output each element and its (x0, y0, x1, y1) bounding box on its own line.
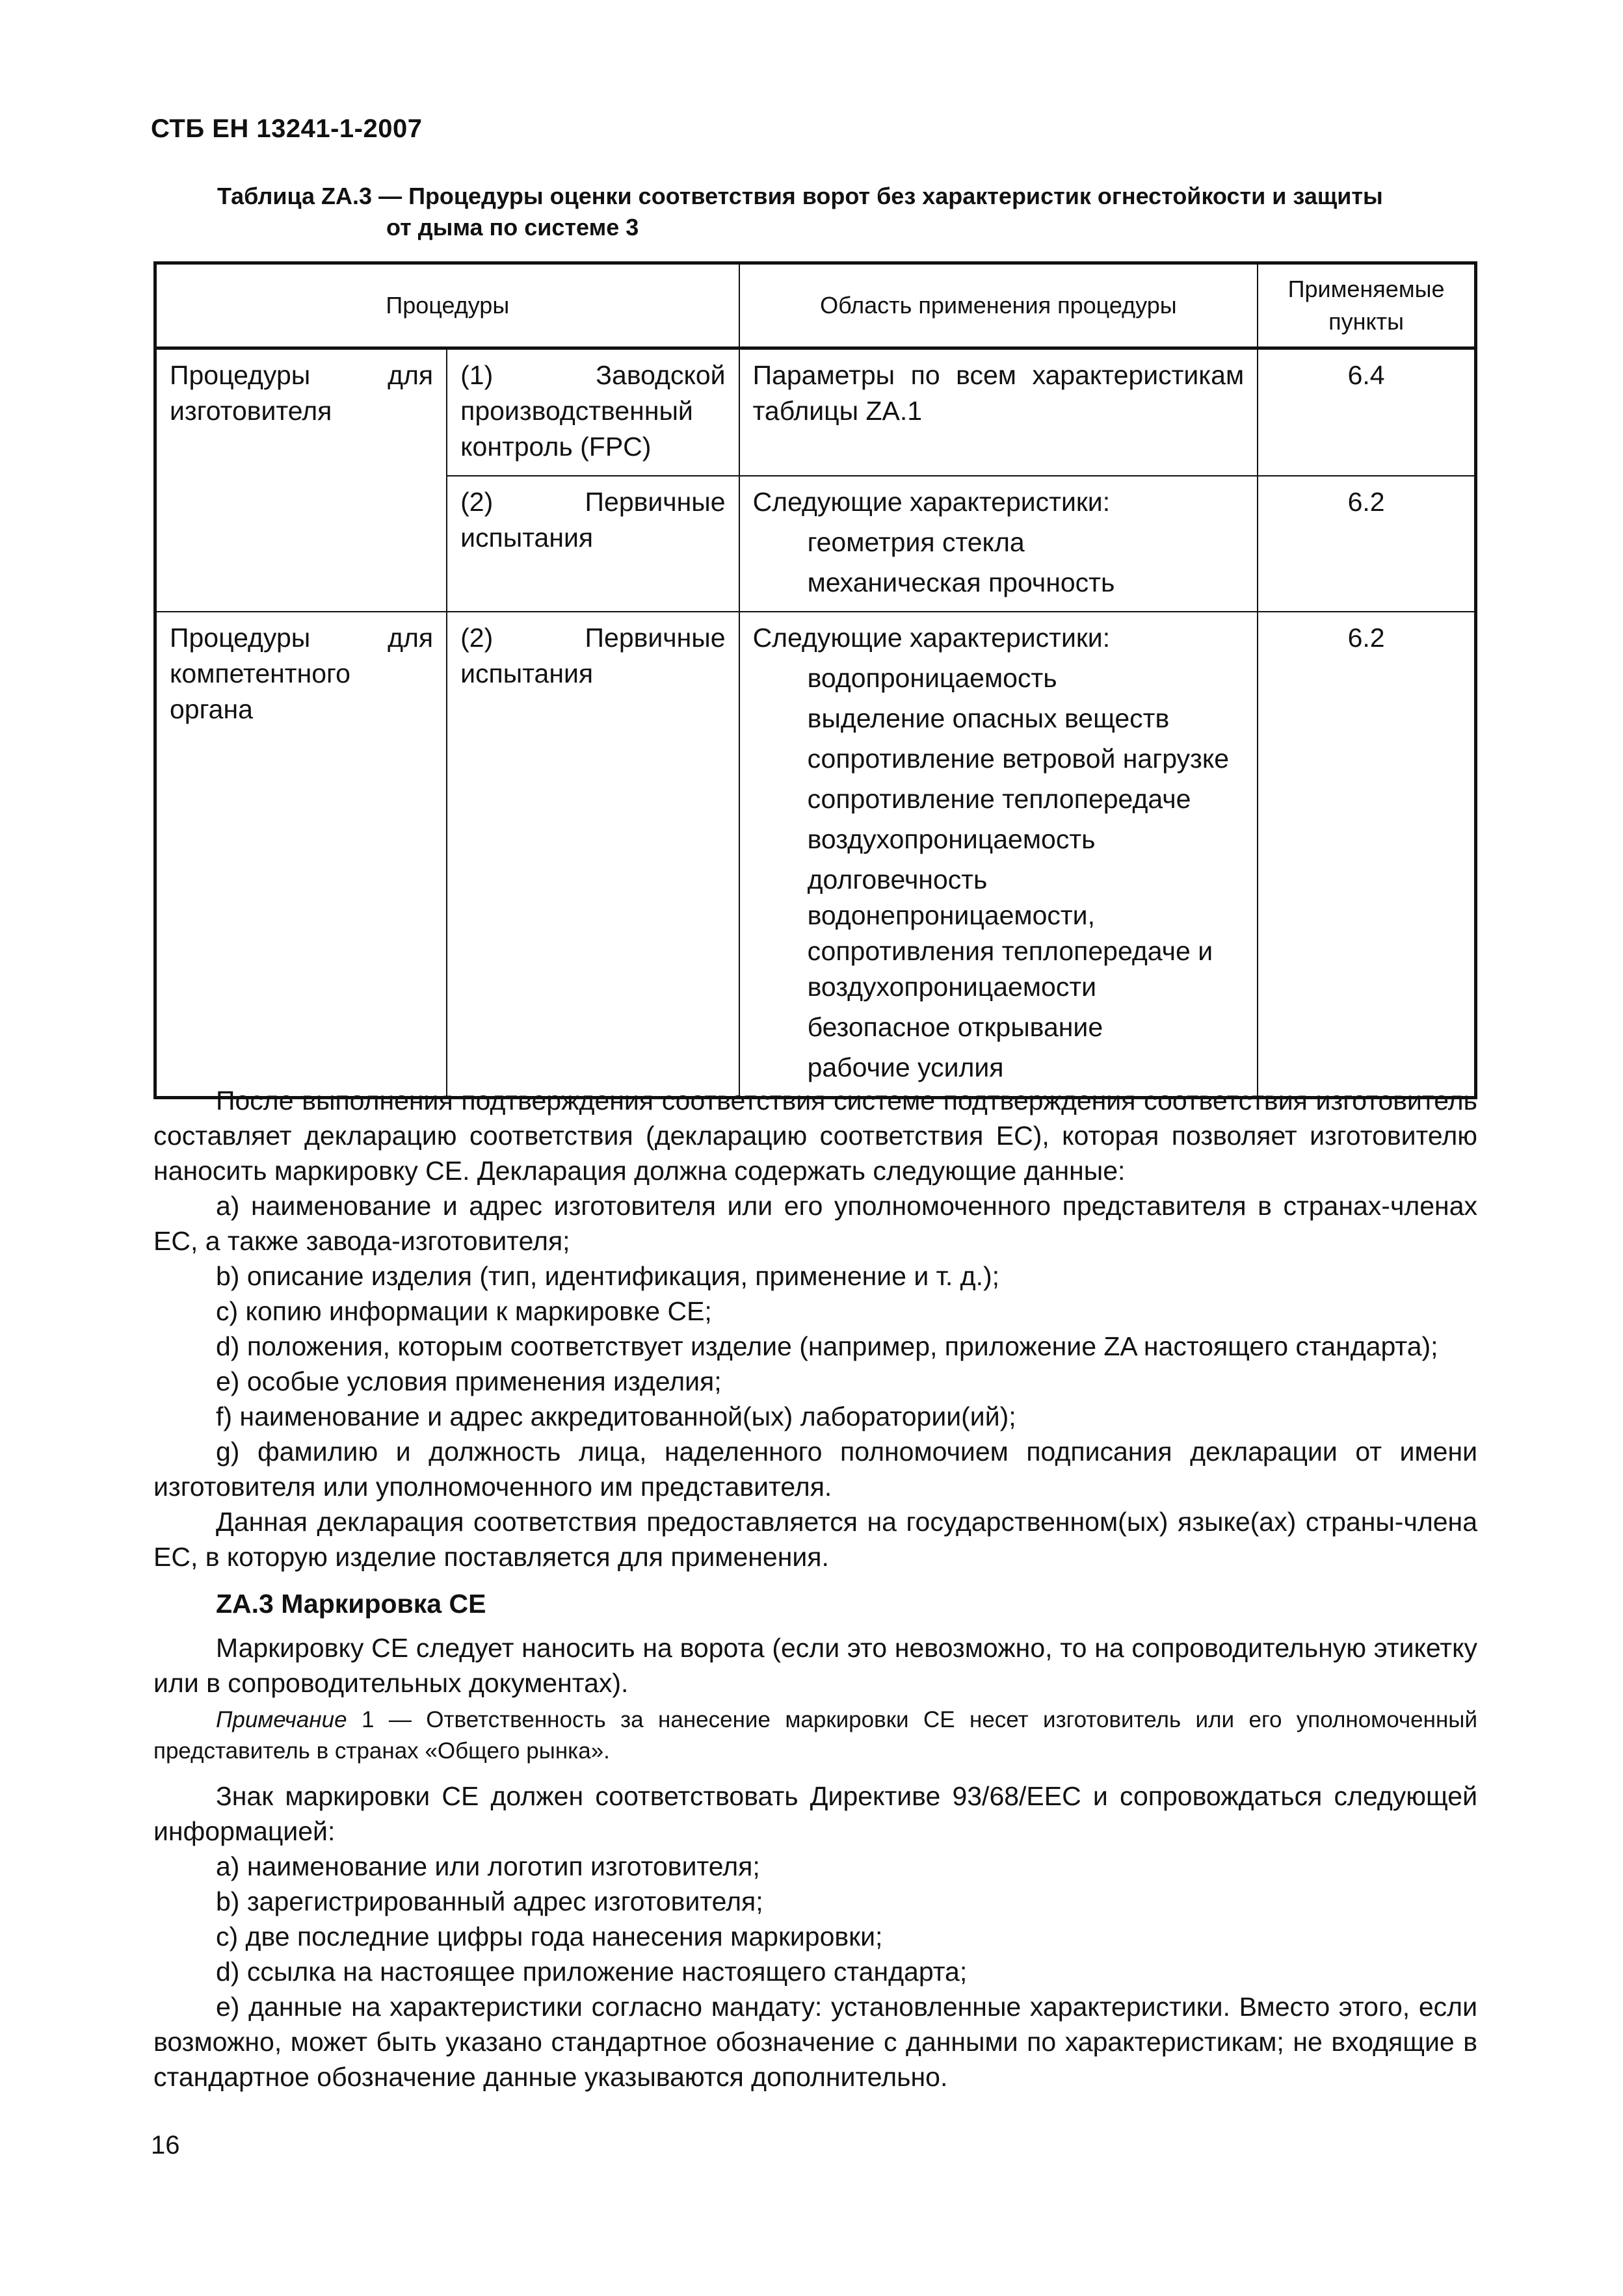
clause-cell: 6.4 (1258, 348, 1475, 476)
clause-cell: 6.2 (1258, 612, 1475, 1098)
scope-line: воздухопроницаемость (807, 824, 1096, 854)
scope-cell (739, 612, 1258, 1098)
paragraph-ce-sign: Знак маркировки СЕ должен соответствовать Директиве 93/68/ЕЕС и сопровождаться следующей информацией: (153, 1781, 1477, 1846)
scope-line: механическая прочность (807, 567, 1115, 597)
list-item: e) особые условия применения изделия; (216, 1366, 722, 1396)
scope-line: Следующие характеристики: (752, 623, 1111, 653)
list-item: a) наименование или логотип изготовителя; (216, 1851, 760, 1881)
list-item: b) зарегистрированный адрес изготовителя; (216, 1886, 763, 1916)
scope-line: безопасное открывание (807, 1012, 1103, 1042)
scope-line: Следующие характеристики: (752, 487, 1111, 517)
list-item: f) наименование и адрес аккредитованной(ых) лаборатории(ий); (216, 1402, 1016, 1431)
list-item: a) наименование и адрес изготовителя или его уполномоченного представителя в странах-членах ЕС, а также завода-изготовителя; (153, 1191, 1477, 1256)
paragraph-language: Данная декларация соответствия предоставляется на государственном(ых) языке(ах) страны-члена ЕС, в которую изделие поставляется для применения. (153, 1507, 1477, 1572)
group-manufacturer: Процедуры для изготовителя (155, 348, 447, 612)
paragraph-marking: Маркировку СЕ следует наносить на ворота (если это невозможно, то на сопроводительную этикетку или в сопроводительных документах). (153, 1633, 1477, 1698)
procedure-cell: (2) Первичные испытания (447, 476, 739, 612)
body-text (153, 1083, 1477, 2094)
scope-line: рабочие усилия (807, 1052, 1004, 1082)
header-clauses: Применяемые пункты (1258, 263, 1475, 348)
list-item: c) копию информации к маркировке СЕ; (216, 1296, 712, 1326)
scope-line: сопротивление теплопередаче (807, 784, 1191, 814)
header-scope: Область применения процедуры (739, 263, 1258, 348)
note (153, 1704, 1477, 1767)
table-caption-line1: Таблица ZA.3 — Процедуры оценки соответствия ворот без характеристик огнестойкости и защиты (217, 183, 1383, 209)
note-text: 1 — Ответственность за нанесение маркировки СЕ несет изготовитель или его уполномоченный представитель в странах «Общего рынка». (153, 1707, 1477, 1764)
procedure-cell: (1) Заводской производственный контроль (FPC) (447, 348, 739, 476)
page-number: 16 (151, 2131, 180, 2159)
table-row (155, 348, 1476, 476)
table-header-row (155, 263, 1476, 348)
table-row (155, 612, 1476, 1098)
document-header: СТБ ЕН 13241-1-2007 (151, 114, 423, 143)
conformity-table (153, 261, 1477, 1099)
section-heading: ZA.3 Маркировка СЕ (216, 1589, 486, 1619)
header-procedures: Процедуры (155, 263, 739, 348)
table-caption (217, 181, 1479, 243)
paragraph-declaration: После выполнения подтверждения соответствия системе подтверждения соответствия изготовитель составляет декларацию соответствия (декларацию соответствия ЕС), которая позволяет изготовителю наносить маркировку СЕ. Декларация должна содержать следующие данные: (153, 1086, 1477, 1186)
scope-line: водопроницаемость (807, 663, 1057, 693)
list-item: d) ссылка на настоящее приложение настоящего стандарта; (216, 1957, 968, 1987)
scope-line: геометрия стекла (807, 527, 1025, 557)
table-caption-line2: от дыма по системе 3 (386, 214, 639, 241)
group-competent-body: Процедуры для компетентного органа (155, 612, 447, 1098)
scope-line: выделение опасных веществ (807, 703, 1170, 733)
note-label: Примечание (216, 1707, 347, 1732)
procedure-cell: (2) Первичные испытания (447, 612, 739, 1098)
scope-cell (739, 476, 1258, 612)
list-item: d) положения, которым соответствует изделие (например, приложение ZA настоящего стандарта); (216, 1331, 1438, 1361)
scope-line: сопротивление ветровой нагрузке (807, 744, 1230, 774)
scope-line: Параметры по всем характеристикам таблицы ZA.1 (752, 360, 1245, 426)
scope-line: долговечность водонепроницаемости, сопротивления теплопередаче и воздухопроницаемости (807, 865, 1213, 1002)
scope-cell (739, 348, 1258, 476)
clause-cell: 6.2 (1258, 476, 1475, 612)
list-item: c) две последние цифры года нанесения маркировки; (216, 1922, 883, 1951)
list-item: g) фамилию и должность лица, наделенного полномочием подписания декларации от имени изготовителя или уполномоченного им представителя. (153, 1437, 1477, 1502)
list-item: e) данные на характеристики согласно мандату: установленные характеристики. Вместо этого, если возможно, может быть указано стандартное обозначение с данными по характеристикам; не входящие в стандартное обозначение данные указываются дополнительно. (153, 1992, 1477, 2092)
list-item: b) описание изделия (тип, идентификация, применение и т. д.); (216, 1261, 1000, 1291)
